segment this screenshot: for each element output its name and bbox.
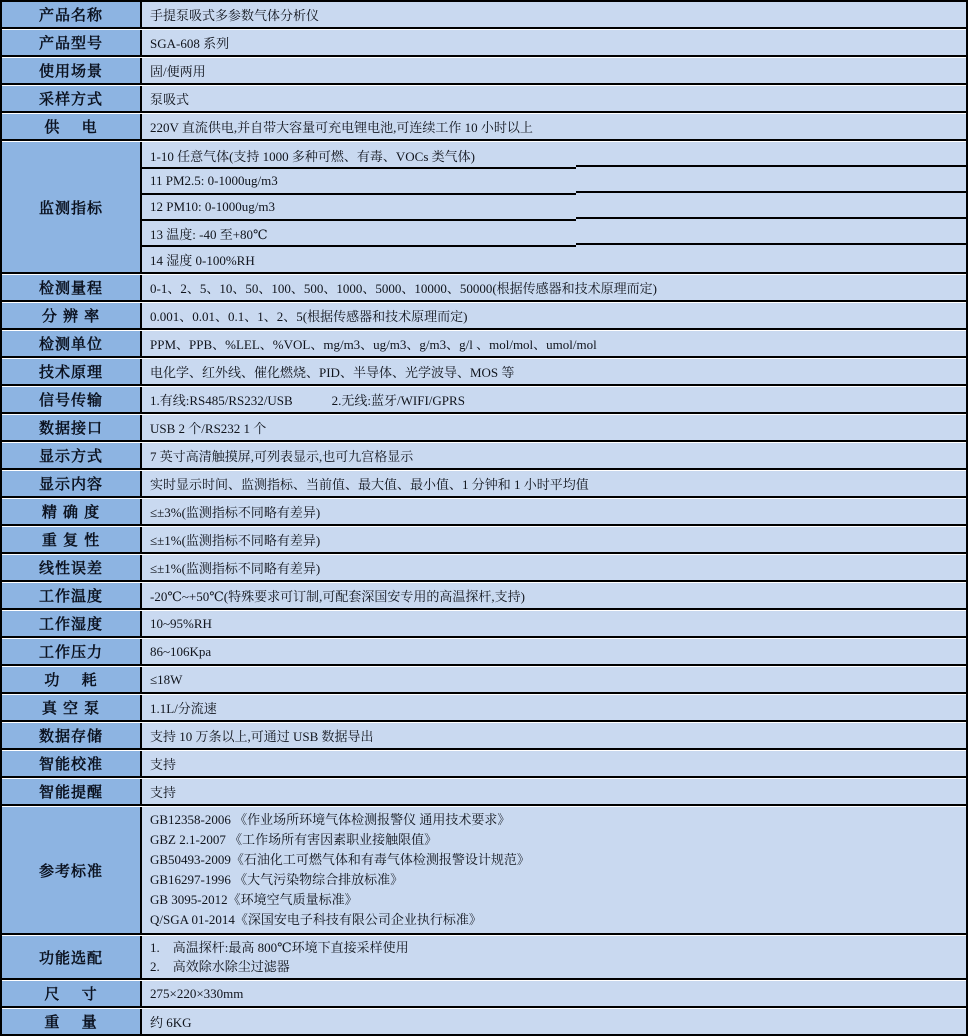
- row-label: 显示内容: [2, 471, 142, 496]
- row-value-text: 支持 10 万条以上,可通过 USB 数据导出: [150, 729, 374, 744]
- row-value-text: 86~106Kpa: [150, 643, 212, 659]
- row-value-text: 220V 直流供电,并自带大容量可充电锂电池,可连续工作 10 小时以上: [150, 120, 533, 135]
- row-value: [142, 1009, 966, 1034]
- row-value: [142, 779, 966, 804]
- row-value: [142, 2, 966, 27]
- table-row: [2, 471, 966, 498]
- row-label: 精 确 度: [2, 499, 142, 524]
- table-row: [2, 611, 966, 638]
- row-value-text: ≤18W: [150, 671, 183, 687]
- row-value: [142, 936, 966, 978]
- row-label: 功 耗: [2, 667, 142, 692]
- row-value: [142, 415, 966, 440]
- table-row: [2, 981, 966, 1008]
- row-value-text: 275×220×330mm: [150, 985, 244, 1001]
- row-label: 采样方式: [2, 86, 142, 111]
- row-value: [142, 723, 966, 748]
- row-label: 显示方式: [2, 443, 142, 468]
- table-row: [2, 499, 966, 526]
- row-label: 线性误差: [2, 555, 142, 580]
- row-value-text: 约 6KG: [150, 1015, 192, 1030]
- row-value-text: 泵吸式: [150, 92, 190, 107]
- row-label: 分 辨 率: [2, 303, 142, 328]
- row-value: [142, 387, 966, 412]
- row-label: 技术原理: [2, 359, 142, 384]
- table-row: [2, 723, 966, 750]
- row-value-text: 0.001、0.01、0.1、1、2、5(根据传感器和技术原理而定): [150, 309, 468, 324]
- table-row: [2, 443, 966, 470]
- row-label: 产品名称: [2, 2, 142, 27]
- row-value-text: 手提泵吸式多参数气体分析仪: [150, 8, 320, 23]
- row-value: [142, 583, 966, 608]
- row-value-text: 固/便两用: [150, 64, 206, 79]
- row-value-text: 1.有线:RS485/RS232/USB 2.无线:蓝牙/WIFI/GPRS: [150, 393, 465, 408]
- row-value: [142, 667, 966, 692]
- row-label: 使用场景: [2, 58, 142, 83]
- row-label: 工作湿度: [2, 611, 142, 636]
- row-value: [142, 639, 966, 664]
- row-label: 信号传输: [2, 387, 142, 412]
- row-value-text: 实时显示时间、监测指标、当前值、最大值、最小值、1 分钟和 1 小时平均值: [150, 477, 589, 492]
- row-label: 数据接口: [2, 415, 142, 440]
- row-value-text: 0-1、2、5、10、50、100、500、1000、5000、10000、50000(根据传感器和技术原理而定): [150, 281, 657, 296]
- table-row: [2, 30, 966, 57]
- row-value: [142, 611, 966, 636]
- row-value-text: SGA-608 系列: [150, 36, 230, 51]
- row-value: [142, 499, 966, 524]
- row-label: 产品型号: [2, 30, 142, 55]
- table-row: [2, 639, 966, 666]
- row-label: 检测单位: [2, 331, 142, 356]
- row-label: 检测量程: [2, 275, 142, 300]
- row-value: [142, 303, 966, 328]
- row-label: 重 量: [2, 1009, 142, 1034]
- row-value-text: ≤±3%(监测指标不同略有差异): [150, 505, 321, 520]
- row-label: 供 电: [2, 114, 142, 139]
- spec-line: GB12358-2006 《作业场所环境气体检测报警仪 通用技术要求》: [150, 812, 511, 827]
- row-value-text: -20℃~+50℃(特殊要求可订制,可配套深国安专用的高温探杆,支持): [150, 589, 525, 604]
- row-label: 功能选配: [2, 936, 142, 978]
- row-value: [142, 30, 966, 55]
- row-value: [142, 807, 966, 933]
- row-value: [142, 142, 966, 272]
- row-value: [142, 275, 966, 300]
- row-label: 数据存储: [2, 723, 142, 748]
- row-value-text: 1.1L/分流速: [150, 701, 217, 716]
- table-row: [2, 667, 966, 694]
- row-value-text: 支持: [150, 785, 177, 800]
- row-label: 智能提醒: [2, 779, 142, 804]
- row-value-text: ≤±1%(监测指标不同略有差异): [150, 561, 321, 576]
- monitor-indicator-subrow: 11 PM2.5: 0-1000ug/m3: [142, 168, 966, 194]
- row-value: [142, 695, 966, 720]
- table-row: [2, 58, 966, 85]
- table-row: [2, 2, 966, 29]
- table-row: [2, 331, 966, 358]
- row-label: 真 空 泵: [2, 695, 142, 720]
- table-row: [2, 303, 966, 330]
- row-label: 参考标准: [2, 807, 142, 933]
- table-row: [2, 807, 966, 935]
- row-value: [142, 86, 966, 111]
- table-row: [2, 86, 966, 113]
- row-value-text: ≤±1%(监测指标不同略有差异): [150, 533, 321, 548]
- table-row: [2, 779, 966, 806]
- row-label: 尺 寸: [2, 981, 142, 1006]
- row-value: [142, 751, 966, 776]
- table-row: [2, 527, 966, 554]
- table-row: [2, 142, 966, 274]
- spec-line: 2. 高效除水除尘过滤器: [150, 959, 290, 974]
- table-row: [2, 695, 966, 722]
- table-row: [2, 751, 966, 778]
- spec-line: Q/SGA 01-2014《深国安电子科技有限公司企业执行标准》: [150, 912, 482, 927]
- spec-line: 1. 高温探杆:最高 800℃环境下直接采样使用: [150, 940, 409, 955]
- spec-line: GB50493-2009《石油化工可燃气体和有毒气体检测报警设计规范》: [150, 852, 530, 867]
- row-value: [142, 359, 966, 384]
- row-label: 工作温度: [2, 583, 142, 608]
- row-label: 监测指标: [2, 142, 142, 272]
- table-row: [2, 114, 966, 141]
- table-row: [2, 387, 966, 414]
- spec-line: GB 3095-2012《环境空气质量标准》: [150, 892, 358, 907]
- table-row: [2, 275, 966, 302]
- row-value: [142, 443, 966, 468]
- row-label: 工作压力: [2, 639, 142, 664]
- monitor-indicator-subrow: 12 PM10: 0-1000ug/m3: [142, 194, 966, 220]
- row-value: [142, 114, 966, 139]
- row-label: 智能校准: [2, 751, 142, 776]
- monitor-indicator-subrow: 14 湿度 0-100%RH: [142, 246, 966, 272]
- row-value: [142, 981, 966, 1006]
- row-value: [142, 471, 966, 496]
- row-value: [142, 555, 966, 580]
- spec-line: GBZ 2.1-2007 《工作场所有害因素职业接触限值》: [150, 832, 438, 847]
- table-row: [2, 936, 966, 980]
- row-value-text: PPM、PPB、%LEL、%VOL、mg/m3、ug/m3、g/m3、g/l 、mol/mol、umol/mol: [150, 337, 597, 352]
- row-value: [142, 331, 966, 356]
- monitor-indicator-subrow: 1-10 任意气体(支持 1000 多种可燃、有毒、VOCs 类气体): [150, 148, 475, 164]
- row-value-text: 10~95%RH: [150, 615, 212, 631]
- row-value-text: 7 英寸高清触摸屏,可列表显示,也可九宫格显示: [150, 449, 414, 464]
- row-value: [142, 58, 966, 83]
- monitor-indicator-subrow: 13 温度: -40 至+80℃: [142, 220, 966, 246]
- table-row: [2, 583, 966, 610]
- row-value-text: 电化学、红外线、催化燃烧、PID、半导体、光学波导、MOS 等: [150, 365, 515, 380]
- row-value: [142, 527, 966, 552]
- table-row: [2, 1009, 966, 1036]
- table-row: [2, 359, 966, 386]
- row-value-text: USB 2 个/RS232 1 个: [150, 421, 267, 436]
- row-label: 重 复 性: [2, 527, 142, 552]
- spec-line: GB16297-1996 《大气污染物综合排放标准》: [150, 872, 404, 887]
- row-value-text: 支持: [150, 757, 177, 772]
- table-row: [2, 415, 966, 442]
- table-row: [2, 555, 966, 582]
